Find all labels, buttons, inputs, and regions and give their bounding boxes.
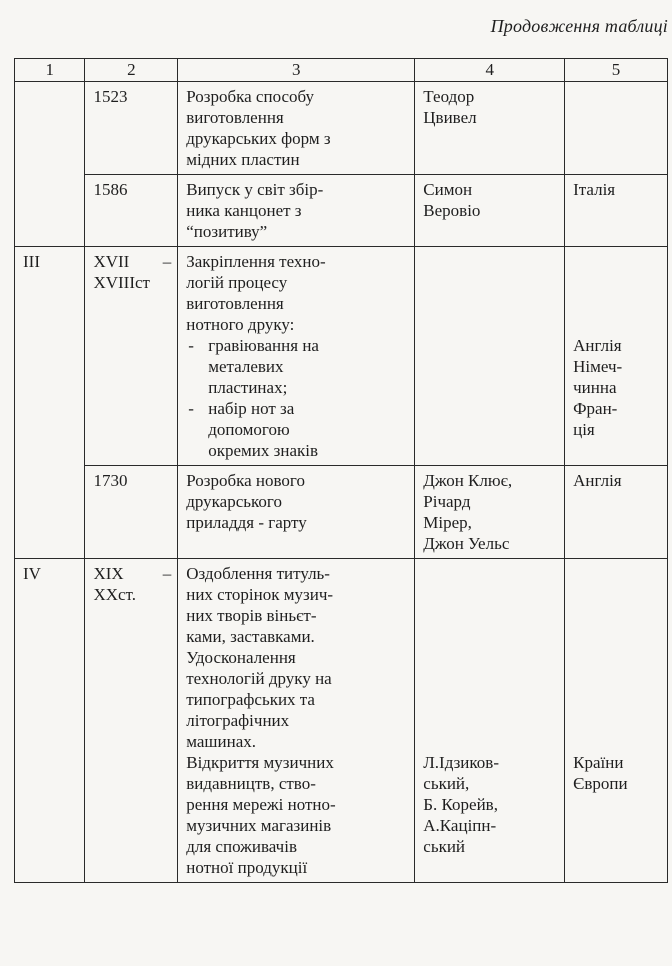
text-line: Джон Клює, <box>423 471 513 490</box>
century-start: XIX <box>93 564 124 583</box>
list-dash: - <box>188 336 194 355</box>
century-cell <box>85 247 178 466</box>
text-line: виготовлення <box>186 108 284 127</box>
text-line: Мірер, <box>423 513 472 532</box>
text-line: друкарських форм з <box>186 129 331 148</box>
text-line: Випуск у світ збір- <box>186 180 324 199</box>
text-line: Відкриття музичних <box>186 753 334 772</box>
table-row <box>15 82 668 175</box>
event-cell <box>178 82 415 175</box>
country-cell: Англія <box>565 466 668 559</box>
text-line: А.Каціпн- <box>423 816 497 835</box>
header-row <box>15 59 668 82</box>
table-row <box>15 247 668 466</box>
text-line: мідних пластин <box>186 150 300 169</box>
text-line: виготовлення <box>186 294 284 313</box>
century-start: XVII <box>93 252 130 271</box>
text-line: для споживачів <box>186 837 297 856</box>
country-cell <box>565 247 668 466</box>
event-cell <box>178 466 415 559</box>
text-line: металевих <box>208 357 284 376</box>
text-line: набір нот за <box>208 399 295 418</box>
header-col-4: 4 <box>415 59 565 82</box>
person-cell <box>415 466 565 559</box>
text-line: Симон <box>423 180 473 199</box>
table-row <box>15 559 668 883</box>
text-line: гравіювання на <box>208 336 319 355</box>
text-line: технологій друку на <box>186 669 332 688</box>
text-line: типографських та <box>186 690 315 709</box>
century-line <box>93 563 171 584</box>
text-line: Цвивел <box>423 108 477 127</box>
text-line: Джон Уельс <box>423 534 510 553</box>
text-line: Закріплення техно- <box>186 252 326 271</box>
text-line: рення мережі нотно- <box>186 795 336 814</box>
text-line: логій процесу <box>186 273 288 292</box>
text-line: друкарського <box>186 492 282 511</box>
text-line: окремих знаків <box>208 441 319 460</box>
method-list <box>186 335 408 461</box>
century-dash: – <box>162 252 172 271</box>
century-cell <box>85 559 178 883</box>
century-end: XXст. <box>93 585 136 604</box>
table-row <box>15 466 668 559</box>
table-continuation-caption: Продовження таблиці <box>490 16 668 36</box>
text-line: Удосконалення <box>186 648 296 667</box>
text-line: Б. Корейв, <box>423 795 498 814</box>
text-line: Європи <box>573 774 628 793</box>
list-dash: - <box>188 399 194 418</box>
text-line: Веровіо <box>423 201 481 220</box>
list-item <box>186 335 408 398</box>
text-line: видавництв, ство- <box>186 774 316 793</box>
text-line: Розробка нового <box>186 471 305 490</box>
period-cell-continued <box>15 82 85 247</box>
text-line: Англія <box>573 336 622 355</box>
year-cell: 1586 <box>85 175 178 247</box>
country-cell <box>565 82 668 175</box>
header-col-3: 3 <box>178 59 415 82</box>
text-line: ника канцонет з <box>186 201 302 220</box>
century-line <box>93 251 171 272</box>
text-line: нотного друку: <box>186 315 295 334</box>
text-line: Фран- <box>573 399 618 418</box>
header-col-2: 2 <box>85 59 178 82</box>
text-line: музичних магазинів <box>186 816 332 835</box>
year-cell: 1523 <box>85 82 178 175</box>
text-line: приладдя - гарту <box>186 513 307 532</box>
person-cell <box>415 247 565 466</box>
text-line: Л.Ідзиков- <box>423 753 499 772</box>
country-cell: Італія <box>565 175 668 247</box>
country-cell <box>565 559 668 883</box>
header-col-5: 5 <box>565 59 668 82</box>
history-table <box>14 58 668 883</box>
text-line: ський <box>423 837 466 856</box>
century-dash: – <box>162 564 172 583</box>
text-line: ський, <box>423 774 470 793</box>
text-line: Країни <box>573 753 624 772</box>
text-line: пластинах; <box>208 378 288 397</box>
text-line: Німеч- <box>573 357 623 376</box>
text-line: чинна <box>573 378 617 397</box>
event-cell <box>178 559 415 883</box>
text-line: них сторінок музич- <box>186 585 334 604</box>
text-line: літографічних <box>186 711 290 730</box>
text-line: ками, заставками. <box>186 627 315 646</box>
year-cell: 1730 <box>85 466 178 559</box>
event-cell <box>178 247 415 466</box>
event-cell <box>178 175 415 247</box>
text-line: допомогою <box>208 420 290 439</box>
person-cell <box>415 82 565 175</box>
text-line: них творів віньєт- <box>186 606 317 625</box>
text-line: Розробка способу <box>186 87 315 106</box>
text-line: нотної продукції <box>186 858 308 877</box>
table-row <box>15 175 668 247</box>
period-cell: III <box>15 247 85 559</box>
person-cell <box>415 559 565 883</box>
century-end: XVIIIст <box>93 273 150 292</box>
text-line: машинах. <box>186 732 257 751</box>
text-line: Теодор <box>423 87 475 106</box>
text-line: ція <box>573 420 595 439</box>
person-cell <box>415 175 565 247</box>
text-line: Оздоблення титуль- <box>186 564 330 583</box>
list-item <box>186 398 408 461</box>
period-cell: IV <box>15 559 85 883</box>
header-col-1: 1 <box>15 59 85 82</box>
text-line: Річард <box>423 492 471 511</box>
text-line: “позитиву” <box>186 222 268 241</box>
